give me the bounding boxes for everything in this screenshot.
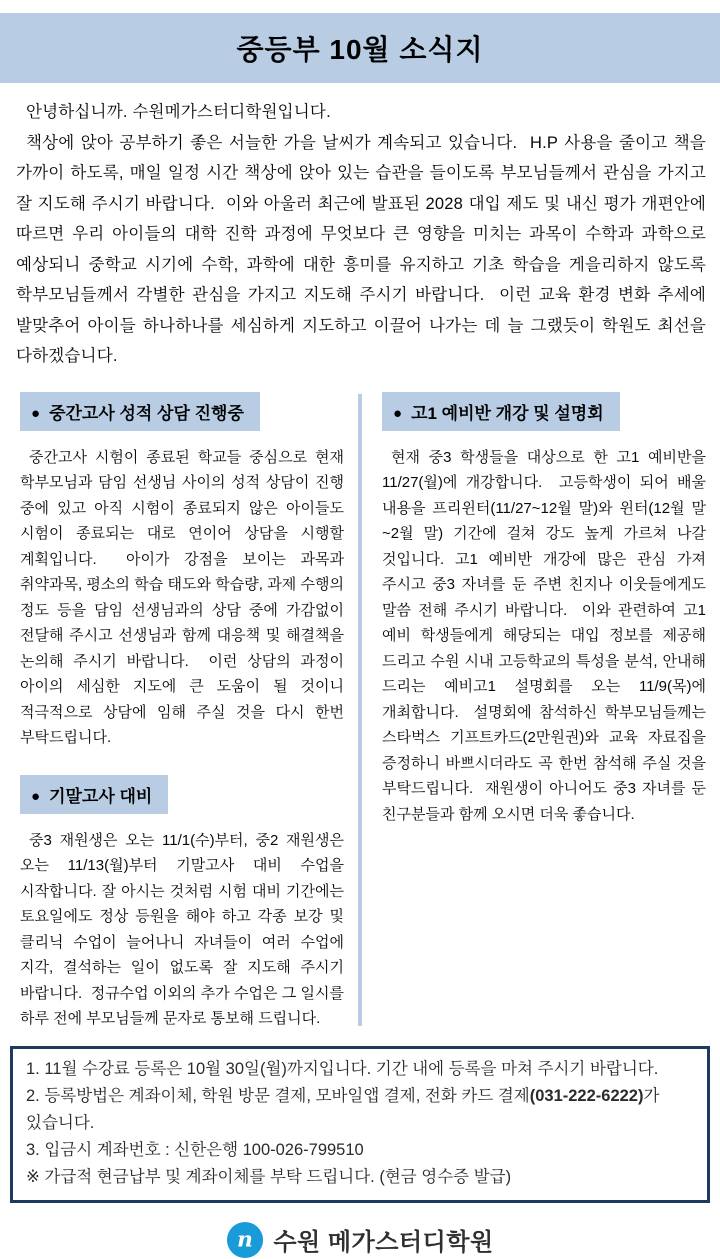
section-body-midterm: 중간고사 시험이 종료된 학교들 중심으로 현재 학부모님과 담임 선생님 사이의 성적 상담이 진행 중에 있고 아직 시험이 종료되지 않은 아이들도 시험이 종료되는 대로 연이어 상담을 시행할 계획입니다. 아이가 강점을 보이는 과목과 취약과목, 평소의 학습 태도와 학습량, 과제 수행의 정도 등을 담임 선생님과의 상담 중에 가감없이 전달해 주시고 선생님과 함께 대응책 및 해결책을 논의해 주시기 바랍니다. 이런 상담의 과정이 아이의 세심한 지도에 큰 도움이 될 것이니 적극적으로 상담에 임해 주실 것을 다시 한번 부탁드립니다.	[20, 448, 349, 746]
newsletter-page	[0, 13, 720, 1256]
bullet-icon: ●	[31, 404, 41, 422]
two-column-area	[20, 392, 711, 1032]
page-title: 중등부 10월 소식지	[236, 34, 484, 65]
svg-text:n: n	[237, 1226, 254, 1253]
notice-line-1: 1. 11월 수강료 등록은 10월 30일(월)까지입니다. 기간 내에 등록을 마쳐 주시기 바랍니다.	[26, 1059, 659, 1078]
notice-line-2-text: 2. 등록방법은 계좌이체, 학원 방문 결제, 모바일앱 결제, 전화 카드 결제	[26, 1086, 530, 1105]
intro-greeting: 안녕하십니까. 수원메가스터디학원입니다.	[26, 103, 331, 121]
footer-logo-area	[0, 1221, 720, 1259]
section-title-prep-class: 고1 예비반 개강 및 설명회	[411, 403, 604, 423]
section-title-midterm: 중간고사 성적 상담 진행중	[49, 403, 244, 423]
notice-line-2-tail: 가 있습니다.	[26, 1086, 660, 1132]
section-title-final-exam: 기말고사 대비	[49, 786, 153, 806]
title-banner	[0, 13, 720, 83]
bullet-icon: ●	[31, 787, 41, 805]
phone-number: (031-222-6222)	[529, 1086, 644, 1105]
section-header-final-exam	[20, 775, 168, 814]
column-divider	[358, 394, 362, 1026]
registration-notice-box	[10, 1046, 710, 1203]
notice-line-3-account-number: 3. 입금시 계좌번호 : 신한은행 100-026-799510	[26, 1140, 364, 1159]
section-gap	[20, 751, 344, 775]
notice-line-4: ※ 가급적 현금납부 및 계좌이체를 부탁 드립니다. (현금 영수증 발급)	[26, 1167, 512, 1186]
megastudy-logo-icon	[226, 1221, 264, 1259]
academy-name: 수원 메가스터디학원	[273, 1229, 494, 1256]
bullet-icon: ●	[393, 404, 403, 422]
left-column	[20, 392, 350, 1032]
notice-line-2	[26, 1083, 694, 1137]
right-column	[370, 392, 711, 1032]
section-header-prep-class	[382, 392, 620, 431]
section-header-midterm	[20, 392, 260, 431]
section-body-final-exam: 중3 재원생은 오는 11/1(수)부터, 중2 재원생은 오는 11/13(월)부터 기말고사 대비 수업을 시작합니다. 잘 아시는 것처럼 시험 대비 기간에는 토요일에도 정상 등원을 해야 하고 각종 보강 및 클리닉 수업이 늘어나니 자녀들이 여러 수업에 지각, 결석하는 일이 없도록 잘 지도해 주시기 바랍니다. 정규수업 이외의 추가 수업은 그 일시를 하루 전에 부모님들께 문자로 통보해 드립니다.	[20, 831, 349, 1027]
intro-body: 책상에 앉아 공부하기 좋은 서늘한 가을 날씨가 계속되고 있습니다. H.P 사용을 줄이고 책을 가까이 하도록, 매일 일정 시간 책상에 앉아 있는 습관을 들이도록 부모님들께서 관심을 가지고 잘 지도해 주시기 바랍니다. 이와 아울러 최근에 발표된 2028 대입 제도 및 내신 평가 개편안에 따르면 우리 아이들의 대학 진학 과정에 무엇보다 큰 영향을 미치는 과목이 수학과 과학으로 예상되니 중학교 시기에 수학, 과학에 대한 흥미를 유지하고 기초 학습을 게을리하지 않도록 학부모님들께서 각별한 관심을 가지고 지도해 주시기 바랍니다. 이런 교육 환경 변화 추세에 발맞추어 아이들 하나하나를 세심하게 지도하고 이끌어 나가는 데 늘 그랬듯이 학원도 최선을 다하겠습니다.	[16, 133, 711, 365]
intro-section	[0, 83, 720, 372]
section-body-prep-class: 현재 중3 학생들을 대상으로 한 고1 예비반을 11/27(월)에 개강합니다. 고등학생이 되어 배울 내용을 프리윈터(11/27~12월 말)와 윈터(12월 말~2월 말) 기간에 걸쳐 강도 높게 가르쳐 나갈 것입니다. 고1 예비반 개강에 많은 관심 가져 주시고 중3 자녀를 둔 주변 친지나 이웃들에게도 말씀 전해 주시기 바랍니다. 이와 관련하여 고1 예비 학생들에게 해당되는 대입 정보를 제공해 드리고 수원 시내 고등학교의 특성을 분석, 안내해 드리는 예비고1 설명회를 오는 11/9(목)에 개최합니다. 설명회에 참석하신 학부모님들께는 스타벅스 기프트카드(2만원권)와 교육 자료집을 증정하니 바쁘시더라도 곡 한번 참석해 주실 것을 부탁드립니다. 재원생이 아니어도 중3 자녀를 둔 친구분들과 함께 오시면 더욱 좋습니다.	[382, 448, 711, 823]
